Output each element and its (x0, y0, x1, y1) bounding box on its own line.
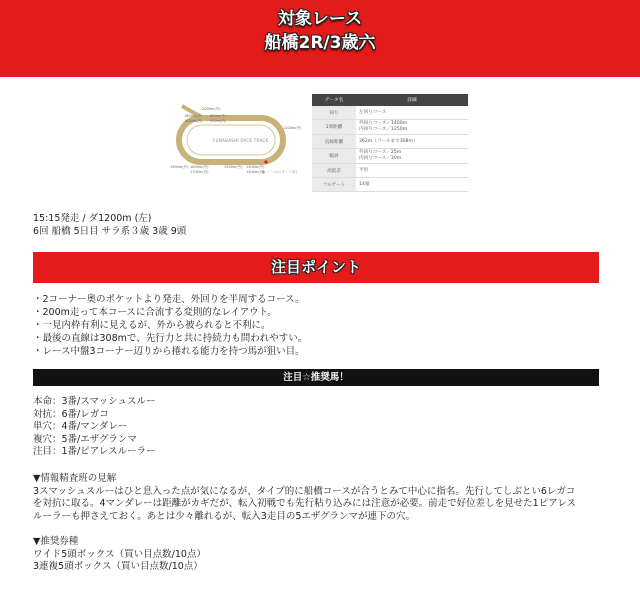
list-item: ・一見内枠有利に見えるが、外から被られると不利に。 (33, 320, 271, 331)
list-item: 注目：1番/ピアレスルーラー (33, 446, 156, 457)
tickets-heading: ▼推奨券種 (33, 536, 79, 547)
analysis-heading: ▼情報精査班の見解 (33, 473, 117, 484)
points-section-bar (33, 252, 599, 283)
list-item: ワイド5頭ボックス（買い目点数/10点） (33, 548, 206, 560)
list-item: 複穴：5番/エザグランマ (33, 433, 137, 445)
track-label: 1700m(内) (190, 170, 209, 174)
spec-value (356, 106, 468, 120)
table-row (312, 120, 468, 135)
list-item: ・2コーナー奥のポケットより発走、外回りを半周するコース。 (33, 294, 305, 305)
spec-value (356, 135, 468, 149)
list-item: 対抗：6番/レガコ (33, 408, 109, 420)
analysis-section (33, 473, 608, 523)
spec-line: 362m（ゴールまで308m） (359, 138, 418, 144)
race-meta-info: 6回 船橋 5日目 サラ系３歳 3歳 9頭 (33, 226, 187, 237)
header-race: 船橋2R/3歳六 (264, 33, 376, 53)
spec-line: 内回りコース／1250m (359, 127, 408, 132)
track-label: 1600m(外) (184, 114, 203, 118)
spec-key: 1周距離 (312, 120, 356, 135)
tickets-section (33, 536, 608, 574)
table-row (312, 149, 468, 164)
points-list (33, 293, 599, 358)
list-item: ・レース中盤3コーナー辺りから捲れる能力を持つ馬が狙い目。 (33, 346, 305, 357)
track-label: 500m(内) (210, 119, 227, 123)
spec-value (356, 149, 468, 164)
analysis-line: 3スマッシュスルーはひと息入った点が気になるが、タイプ的に船橋コースが合うとみて中心に指名。先行してしぶとい6レガコ (33, 485, 576, 497)
spec-key: 直線距離 (312, 135, 356, 149)
spec-key: 回り (312, 106, 356, 120)
list-item: ・200m走って本コースに合流する変則的なレイアウト。 (33, 307, 277, 318)
track-goal-note: ● ゴール(スタンド前) (262, 170, 297, 174)
spec-key: フルゲート (312, 178, 356, 192)
table-row (312, 106, 468, 120)
track-label: 1600m(内) (184, 119, 203, 123)
list-item: 本命：3番/スマッシュスルー (33, 396, 156, 407)
track-label: 1400m(内) (246, 170, 265, 174)
list-item: 単穴：4番/マンダレー (33, 421, 128, 432)
track-name: FUNABASHI RACE TRACK (213, 138, 269, 143)
spec-value (356, 178, 468, 192)
table-row (312, 135, 468, 149)
list-item: ・最後の直線は308mで、先行力と共に持続力も問われやすい。 (33, 333, 308, 344)
track-label: 600m(外) (210, 114, 227, 118)
track-label: 1400m(外) (246, 165, 265, 169)
picks-section-title: 注目☆推奨馬！ (283, 372, 349, 383)
race-start-info: 15:15発走 / ダ1200m (左) (33, 213, 152, 224)
spec-value (356, 164, 468, 178)
track-label: 1200m(外) (283, 126, 302, 130)
spec-line: 左回りコース (359, 109, 387, 115)
header-title: 対象レース (277, 9, 363, 29)
track-label: 2000m(外) (202, 107, 221, 111)
list-item: 3連複5頭ボックス（買い目点数/10点） (33, 561, 203, 572)
spec-line: 内回りコース／30m (359, 156, 402, 161)
spec-line: 外回りコース／25m (359, 150, 402, 155)
track-label: 1800m(外) (190, 165, 209, 169)
spec-line: 14頭 (359, 181, 370, 187)
course-spec-table (312, 94, 468, 192)
track-label: 1900m(外) (170, 165, 189, 169)
spec-line: 外回りコース／1400m (359, 121, 408, 126)
analysis-line: を対抗に取る。4マンダレーは距離がカギだが、転入初戦でも先行粘り込みには注意が必要。前走で好位差しを見せた1ピアレス (33, 498, 577, 509)
spec-value (356, 120, 468, 135)
track-label: 1500m(外) (224, 165, 243, 169)
analysis-line: ルーラーも押さえておく。あとは少々離れるが、転入3走目の5エザグランマが連下の穴。 (33, 510, 416, 522)
spec-key: 高低差 (312, 164, 356, 178)
table-row (312, 164, 468, 178)
header-banner (0, 0, 640, 77)
table-row (312, 178, 468, 192)
track-diagram (170, 101, 300, 176)
points-section-title: 注目ポイント (270, 258, 361, 276)
picks-list (33, 396, 156, 459)
spec-key: 幅員 (312, 149, 356, 164)
spec-header-detail: 詳細 (356, 94, 468, 106)
picks-section-bar (33, 369, 599, 386)
spec-header-key: データ名 (312, 94, 356, 106)
spec-line: 平坦 (359, 167, 369, 173)
